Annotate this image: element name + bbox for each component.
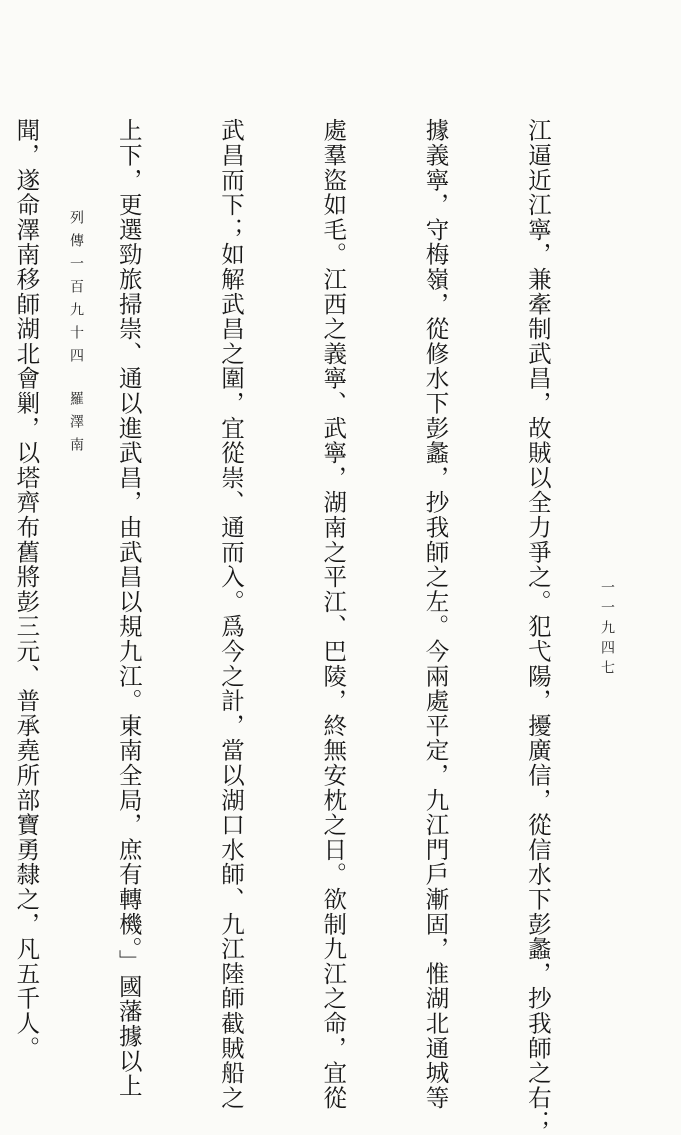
- running-header: [66, 210, 86, 980]
- text-column-1: 江逼近江寧，兼牽制武昌，故賊以全力爭之。犯弋陽，擾廣信，從信水下彭蠡，抄我師之右；: [523, 118, 552, 1135]
- text-column-3: 處羣盜如毛。江西之義寧、武寧，湖南之平江、巴陵，終無安枕之日。欲制九江之命，宜從: [319, 118, 348, 1110]
- subject-label: 羅澤南: [68, 391, 84, 460]
- text-column-2: 據義寧，守梅嶺，從修水下彭蠡，抄我師之左。今兩處平定，九江門戶漸固，惟湖北通城等: [421, 118, 450, 1110]
- text-column-6: 聞，遂命澤南移師湖北會剿，以塔齊布舊將彭三元、普承堯所部寶勇隸之，凡五千人。: [12, 118, 41, 1061]
- page-number: 一一九四七: [599, 580, 615, 680]
- chapter-label: 列傳一百九十四: [68, 210, 84, 371]
- main-text-body: [0, 118, 623, 1135]
- text-column-5: 上下，更選勁旅掃崇、通以進武昌，由武昌以規九江。東南全局，庶有轉機。」國藩據以上: [114, 118, 143, 1099]
- text-column-4: 武昌而下；如解武昌之圍，宜從崇、通而入。爲今之計，當以湖口水師、九江陸師截賊船之: [216, 118, 245, 1110]
